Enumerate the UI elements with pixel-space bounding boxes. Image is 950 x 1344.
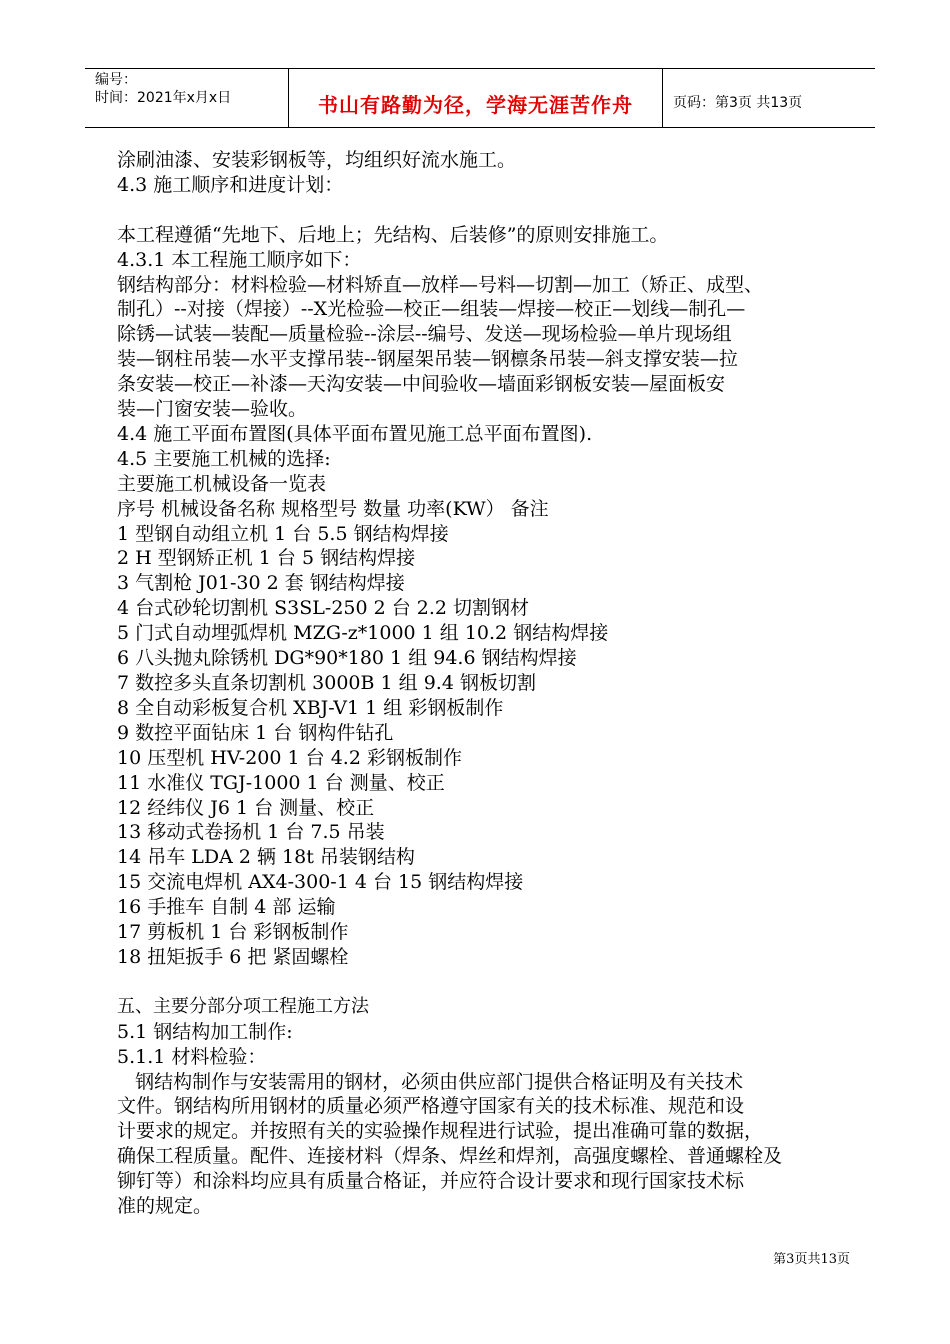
text-line: 序号 机械设备名称 规格型号 数量 功率(KW） 备注 [117, 497, 549, 520]
text-line: 7 数控多头直条切割机 3000B 1 组 9.4 钢板切割 [117, 672, 536, 695]
text-line: 10 压型机 HV-200 1 台 4.2 彩钢板制作 [117, 746, 462, 769]
document-number-label: 编号： [95, 72, 137, 88]
text-line: 5.1 钢结构加工制作: [117, 1020, 293, 1043]
text-line: 5.1.1 材料检验： [117, 1045, 267, 1068]
text-line: 4.3.1 本工程施工顺序如下： [117, 248, 362, 271]
text-line: 17 剪板机 1 台 彩钢板制作 [117, 921, 349, 944]
text-line: 五、主要分部分项工程施工方法 [117, 995, 369, 1017]
text-line: 14 吊车 LDA 2 辆 18t 吊装钢结构 [117, 846, 415, 869]
text-line: 13 移动式卷扬机 1 台 7.5 吊装 [117, 821, 385, 844]
text-line: 除锈—试装—装配—质量检验--涂层--编号、发送—现场检验—单片现场组 [117, 323, 732, 346]
text-line: 15 交流电焊机 AX4-300-1 4 台 15 钢结构焊接 [117, 871, 524, 894]
text-line: 4.5 主要施工机械的选择: [117, 447, 331, 470]
text-line: 1 型钢自动组立机 1 台 5.5 钢结构焊接 [117, 522, 449, 545]
text-line: 4 台式砂轮切割机 S3SL-250 2 台 2.2 切割钢材 [117, 597, 530, 620]
text-line: 钢结构部分：材料检验—材料矫直—放样—号料—切割—加工（矫正、成型、 [117, 273, 764, 296]
text-line: 铆钉等）和涂料均应具有质量合格证，并应符合设计要求和现行国家技术标 [117, 1170, 745, 1193]
text-line: 计要求的规定。并按照有关的实验操作规程进行试验，提出准确可靠的数据， [117, 1120, 764, 1143]
text-line: 4.3 施工顺序和进度计划： [117, 173, 344, 196]
header-page-number: 页码：第3页 共13页 [673, 95, 803, 111]
text-line: 16 手推车 自制 4 部 运输 [117, 896, 336, 919]
text-line: 确保工程质量。配件、连接材料（焊条、焊丝和焊剂，高强度螺栓、普通螺栓及 [117, 1145, 783, 1168]
document-body [117, 148, 857, 1219]
header-motto: 书山有路勤为径，学海无涯苦作舟 [288, 69, 663, 127]
text-line: 准的规定。 [117, 1195, 213, 1218]
text-line: 装—钢柱吊装—水平支撑吊装--钢屋架吊装—钢檩条吊装—斜支撑安装—拉 [117, 348, 738, 371]
text-line: 钢结构制作与安装需用的钢材，必须由供应部门提供合格证明及有关技术 [117, 1070, 744, 1093]
text-line: 3 气割枪 J01-30 2 套 钢结构焊接 [117, 572, 405, 595]
text-line: 12 经纬仪 J6 1 台 测量、校正 [117, 796, 375, 819]
document-date-label: 时间：2021年x月x日 [95, 90, 232, 106]
text-line: 6 八头抛丸除锈机 DG*90*180 1 组 94.6 钢结构焊接 [117, 647, 577, 670]
header-meta [85, 69, 288, 127]
text-line: 9 数控平面钻床 1 台 钢构件钻孔 [117, 721, 394, 744]
text-line: 涂刷油漆、安装彩钢板等，均组织好流水施工。 [117, 149, 517, 171]
text-line: 8 全自动彩板复合机 XBJ-V1 1 组 彩钢板制作 [117, 696, 504, 719]
text-line: 条安装—校正—补漆—天沟安装—中间验收—墙面彩钢板安装—屋面板安 [117, 373, 726, 396]
text-line: 11 水准仪 TGJ-1000 1 台 测量、校正 [117, 771, 445, 794]
text-line: 18 扭矩扳手 6 把 紧固螺栓 [117, 945, 349, 968]
text-line: 本工程遵循“先地下、后地上；先结构、后装修”的原则安排施工。 [117, 223, 669, 246]
text-line: 装—门窗安装—验收。 [117, 398, 308, 421]
text-line: 2 H 型钢矫正机 1 台 5 钢结构焊接 [117, 547, 416, 570]
text-line: 4.4 施工平面布置图(具体平面布置见施工总平面布置图). [117, 422, 593, 445]
text-line: 5 门式自动埋弧焊机 MZG-z*1000 1 组 10.2 钢结构焊接 [117, 622, 609, 645]
text-line: 制孔）--对接（焊接）--X光检验—校正—组装—焊接—校正—划线—制孔— [117, 298, 746, 321]
blank-line [117, 198, 857, 223]
page-header [85, 68, 875, 128]
text-line: 文件。钢结构所用钢材的质量必须严格遵守国家有关的技术标准、规范和设 [117, 1095, 745, 1118]
footer-page-number: 第3页共13页 [773, 1252, 850, 1267]
blank-line [117, 970, 857, 995]
text-line: 主要施工机械设备一览表 [117, 472, 327, 495]
